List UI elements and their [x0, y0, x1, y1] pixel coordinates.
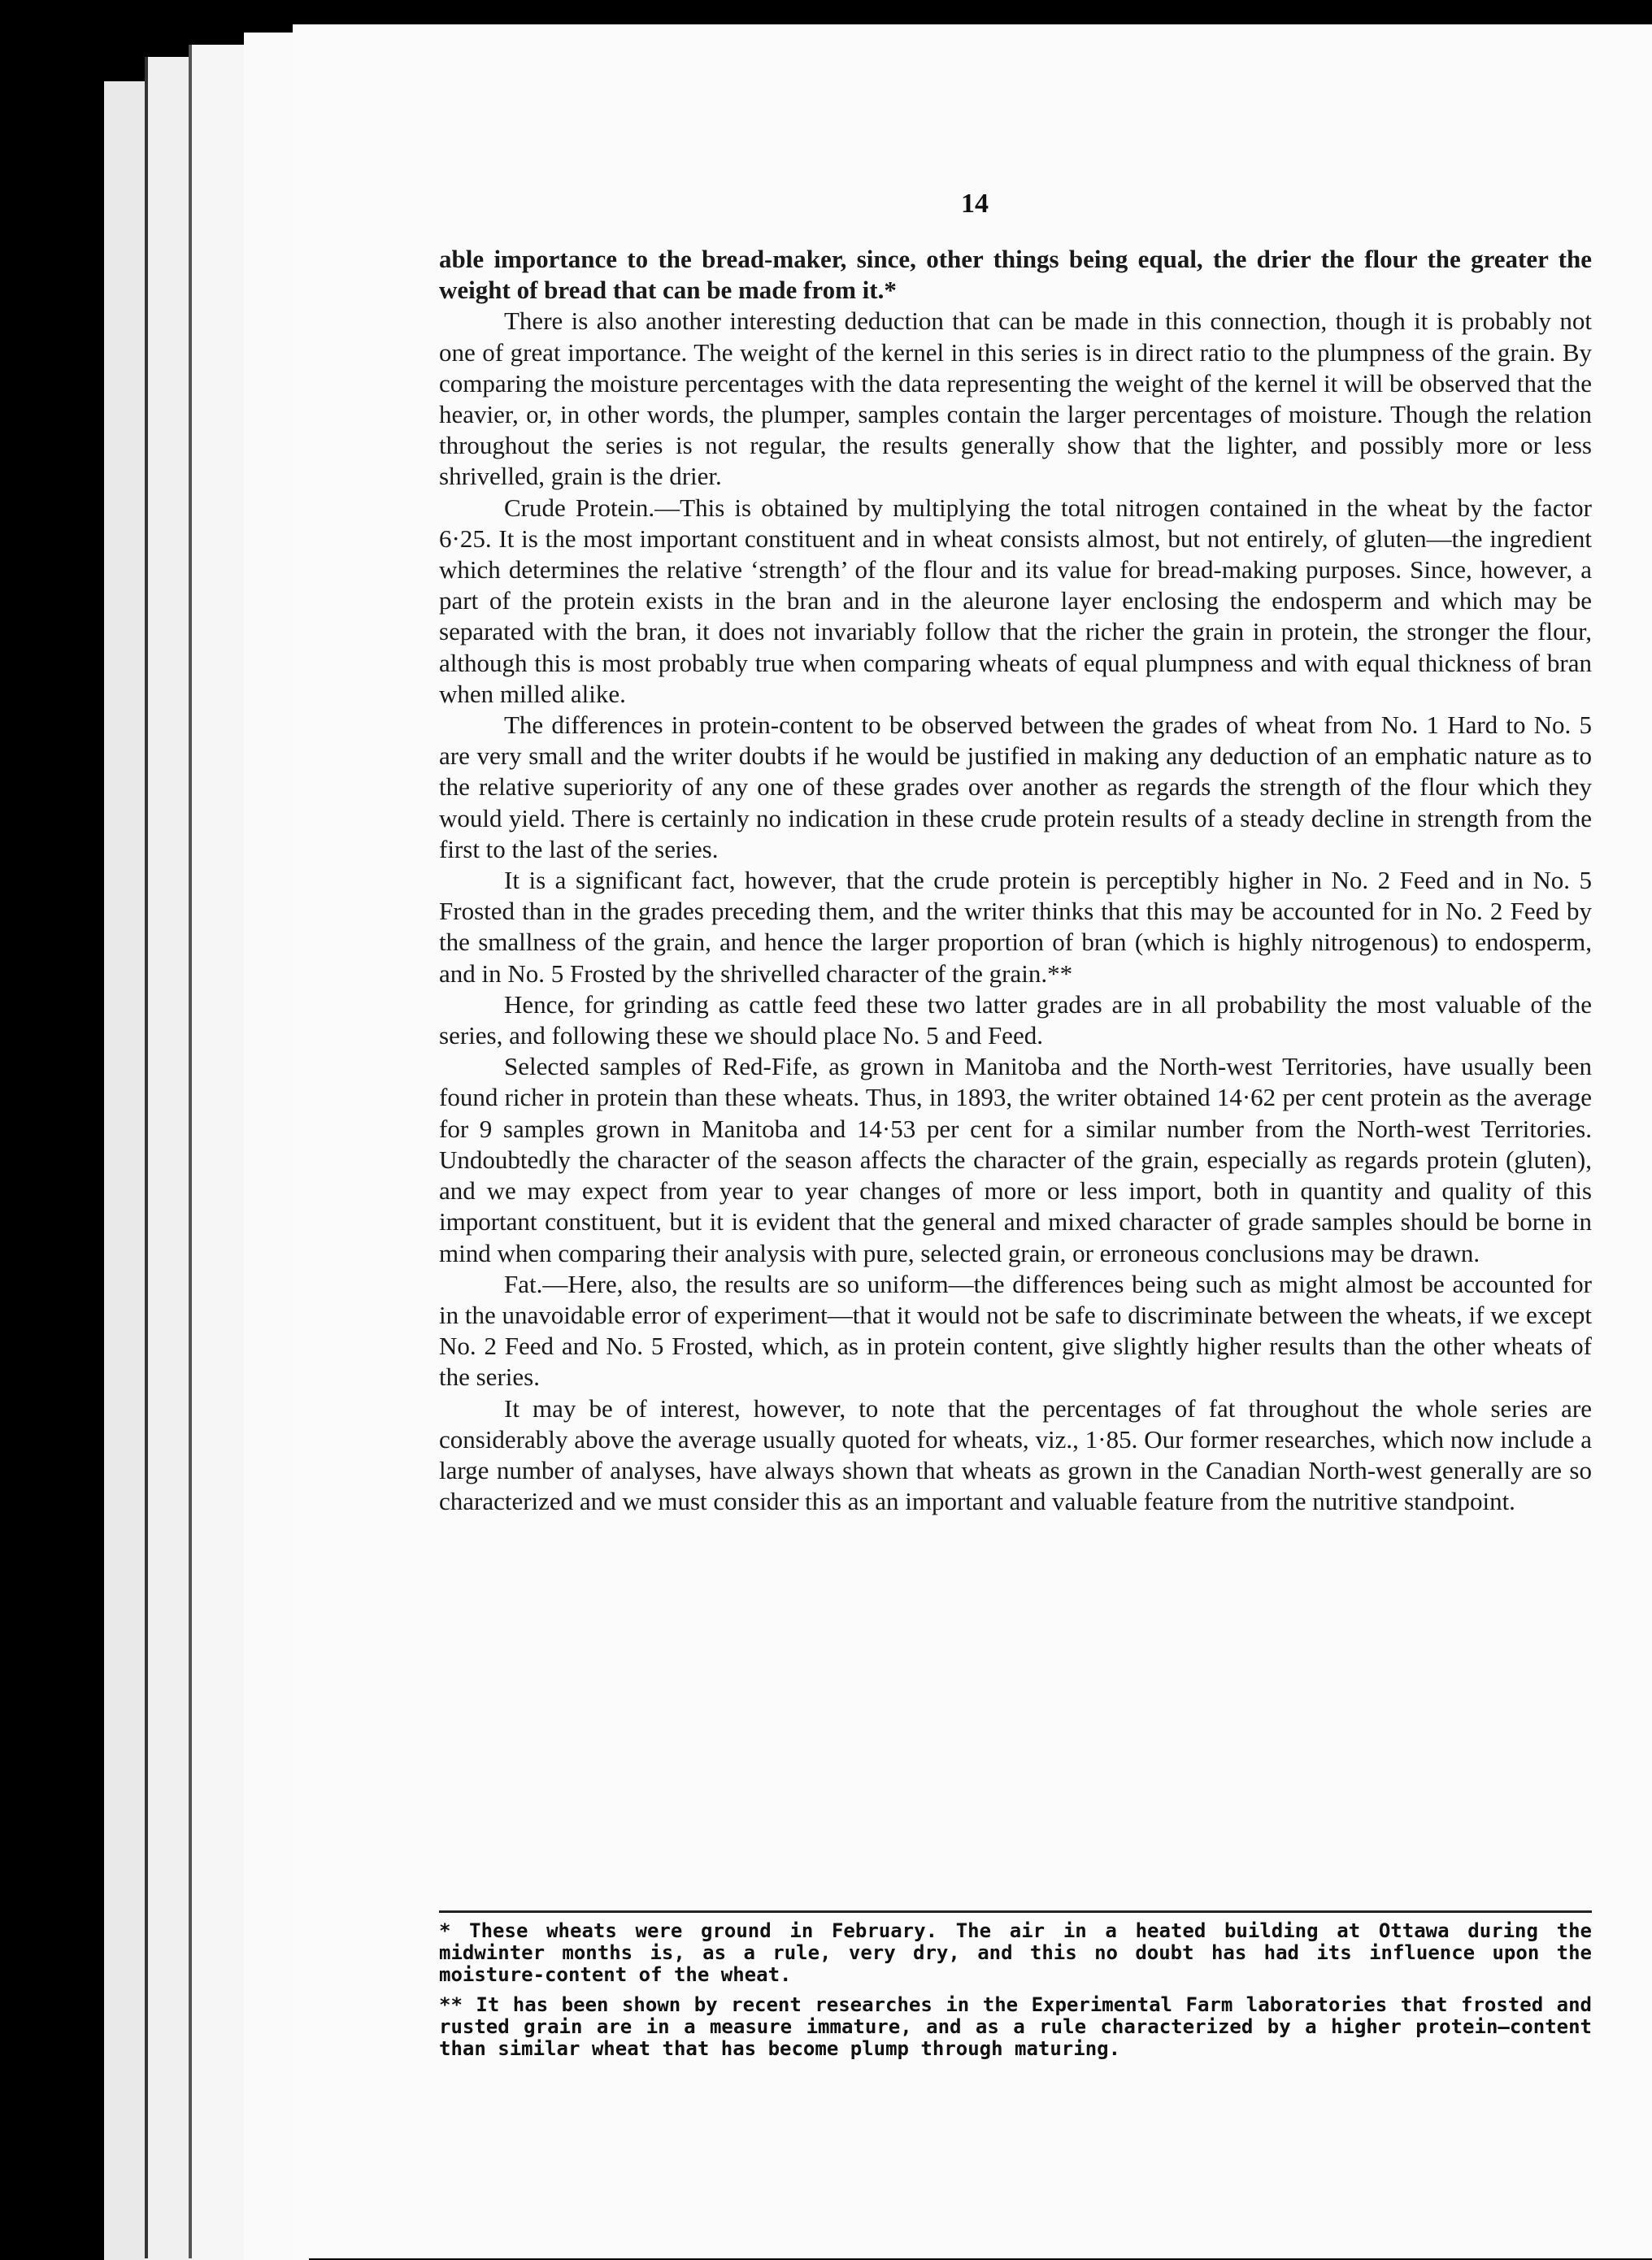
paragraph: Hence, for grinding as cattle feed these two latter grades are in all probability the most valuable of the series, and following these we should place No. 5 and Feed. — [439, 989, 1592, 1050]
paragraph: It may be of interest, however, to note that the percentages of fat throughout the whole series are considerably above the average usually quoted for wheats, viz., 1·85. Our former researches, which now include a large number of analyses, have always shown that wheats as grown in the Canadian North-west generally are so characterized and we must consider this as an important and valuable feature from the nutritive standpoint. — [439, 1393, 1592, 1516]
body-text — [439, 244, 1592, 1517]
footnote: * These wheats were ground in February. The air in a heated building at Ottawa during the midwinter months is, as a rule, very dry, and this no doubt has had its influence upon the moisture-content of the wheat. — [439, 1919, 1592, 1986]
page-edge-line — [189, 45, 192, 2258]
paragraph: Fat.—Here, also, the results are so uniform—the differences being such as might almost be accounted for in the unavoidable error of experiment—that it would not be safe to discriminate between the wheats, if we except No. 2 Feed and No. 5 Frosted, which, as in protein content, give slightly higher results than the other wheats of the series. — [439, 1269, 1592, 1392]
paragraph: There is also another interesting deduction that can be made in this connection, though it is probably not one of great importance. The weight of the kernel in this series is in direct ratio to the plumpness of the grain. By comparing the moisture percentages with the data representing the weight of the kernel it will be observed that the heavier, or, in other words, the plumper, samples contain the larger percentages of moisture. Though the relation throughout the series is not regular, the results generally show that the lighter, and possibly more or less shrivelled, grain is the drier. — [439, 306, 1592, 491]
paragraph: Crude Protein.—This is obtained by multiplying the total nitrogen contained in the wheat by the factor 6·25. It is the most important constituent and in wheat consists almost, but not entirely, of gluten—the ingredient which determines the relative ‘strength’ of the flour and its value for bread-making purposes. Since, however, a part of the protein exists in the bran and in the aleurone layer enclosing the endosperm and which may be separated with the bran, it does not invariably follow that the richer the grain in protein, the stronger the flour, although this is most probably true when comparing wheats of equal plumpness and with equal thickness of bran when milled alike. — [439, 493, 1592, 708]
paragraph: able importance to the bread-maker, since, other things being equal, the drier the flour the greater the weight of bread that can be made from it.* — [439, 245, 1592, 305]
footnote-divider — [439, 1910, 1592, 1913]
footnote: ** It has been shown by recent researches in the Experimental Farm laboratories that frosted and rusted grain are in a measure immature, and as a rule characterized by a higher protein—content than similar wheat that has become plump through maturing. — [439, 1993, 1592, 2060]
paragraph: It is a significant fact, however, that the crude protein is perceptibly higher in No. 2 Feed and in No. 5 Frosted than in the grades preceding them, and the writer thinks that this may be accounted for in No. 2 Feed by the smallness of the grain, and hence the larger proportion of bran (which is highly nitrogenous) to endosperm, and in No. 5 Frosted by the shrivelled character of the grain.** — [439, 866, 1592, 988]
page-number: 14 — [961, 189, 989, 219]
page-edge — [146, 57, 195, 2260]
page-edge — [191, 45, 248, 2260]
paragraph: The differences in protein-content to be observed between the grades of wheat from No. 1 Hard to No. 5 are very small and the writer doubts if he would be justified in making any deduction of an emphatic nature as to the relative superiority of any one of these grades over another as regards the strength of the flour which they would yield. There is certainly no indication in these crude protein results of a steady decline in strength from the first to the last of the series. — [439, 711, 1592, 863]
page-edge-line — [145, 57, 148, 2258]
footnotes — [439, 1920, 1592, 2068]
paragraph: Selected samples of Red-Fife, as grown in Manitoba and the North-west Territories, have usually been found richer in protein than these wheats. Thus, in 1893, the writer obtained 14·62 per cent protein as the average for 9 samples grown in Manitoba and 14·53 per cent for a similar number from the North-west Territories. Undoubtedly the character of the season affects the character of the grain, especially as regards protein (gluten), and we may expect from year to year changes of more or less import, both in quantity and quality of this important constituent, but it is evident that the general and mixed character of grade samples should be borne in mind when comparing their analysis with pure, selected grain, or erroneous conclusions may be drawn. — [439, 1052, 1592, 1267]
